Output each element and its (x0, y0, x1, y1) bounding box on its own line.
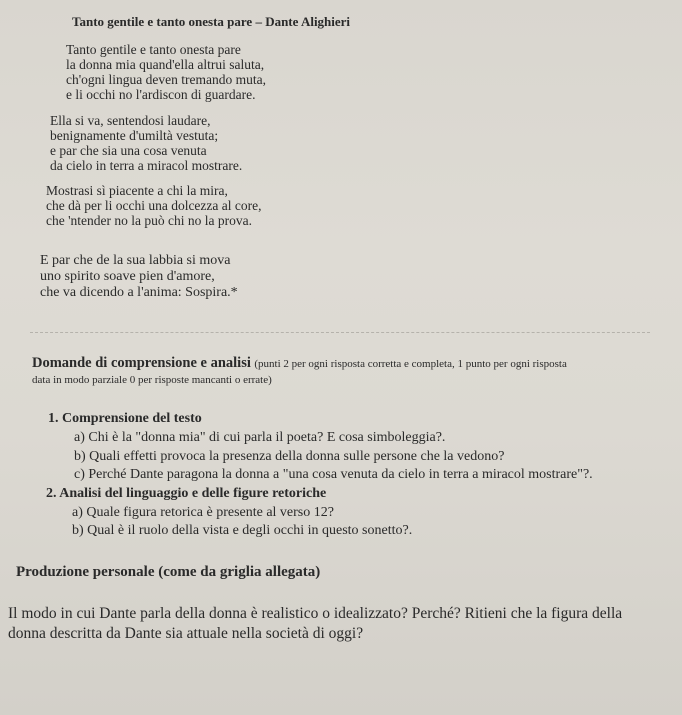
question-section-2-title: 2. Analisi del linguaggio e delle figure retoriche (46, 486, 327, 501)
production-prompt-line: donna descritta da Dante sia attuale nella società di oggi? (8, 625, 364, 642)
scoring-note-continued: data in modo parziale 0 per risposte mancanti o errate) (32, 374, 272, 386)
poem-line: la donna mia quand'ella altrui saluta, (66, 57, 265, 72)
production-prompt-line: Il modo in cui Dante parla della donna è realistico o idealizzato? Perché? Ritieni che la figura della (8, 605, 623, 622)
questions-heading-block (32, 355, 672, 372)
poem-line: Ella si va, sentendosi laudare, (50, 113, 211, 128)
question-2b: b) Qual è il ruolo della vista e degli occhi in questo sonetto?. (72, 523, 413, 538)
poem-line: e par che sia una cosa venuta (50, 143, 207, 158)
production-prompt (8, 604, 674, 644)
question-1a: a) Chi è la "donna mia" di cui parla il poeta? E cosa simboleggia?. (74, 430, 446, 445)
question-1b: b) Quali effetti provoca la presenza della donna sulle persone che la vedono? (74, 449, 505, 464)
poem-stanza-1 (66, 42, 266, 102)
poem-stanza-2 (50, 113, 242, 173)
question-section-1-title: 1. Comprensione del testo (48, 411, 202, 426)
poem-line: E par che de la sua labbia si mova (40, 253, 231, 268)
poem-line: e li occhi no l'ardiscon di guardare. (66, 87, 256, 102)
poem-line: che 'ntender no la può chi no la prova. (46, 213, 252, 228)
poem-title: Tanto gentile e tanto onesta pare – Dante Alighieri (72, 14, 351, 29)
questions-heading: Domande di comprensione e analisi (32, 355, 251, 371)
poem-line: benignamente d'umiltà vestuta; (50, 128, 219, 143)
section-divider (30, 332, 650, 333)
production-heading: Produzione personale (come da griglia allegata) (16, 564, 321, 580)
poem-line: da cielo in terra a miracol mostrare. (50, 158, 243, 173)
poem-line: Mostrasi sì piacente a chi la mira, (46, 183, 228, 198)
scoring-note: (punti 2 per ogni risposta corretta e completa, 1 punto per ogni risposta (254, 358, 567, 370)
poem-stanza-3 (46, 183, 262, 228)
poem-line: che dà per li occhi una dolcezza al core, (46, 198, 262, 213)
question-2a: a) Quale figura retorica è presente al verso 12? (72, 505, 334, 520)
poem-line: ch'ogni lingua deven tremando muta, (66, 72, 267, 87)
poem-line: uno spirito soave pien d'amore, (40, 269, 215, 284)
poem-stanza-4 (40, 253, 238, 301)
poem-line: che va dicendo a l'anima: Sospira.* (40, 285, 238, 300)
question-1c: c) Perché Dante paragona la donna a "una cosa venuta da cielo in terra a miracol mostrare"?. (74, 467, 593, 482)
poem-line: Tanto gentile e tanto onesta pare (66, 42, 241, 57)
